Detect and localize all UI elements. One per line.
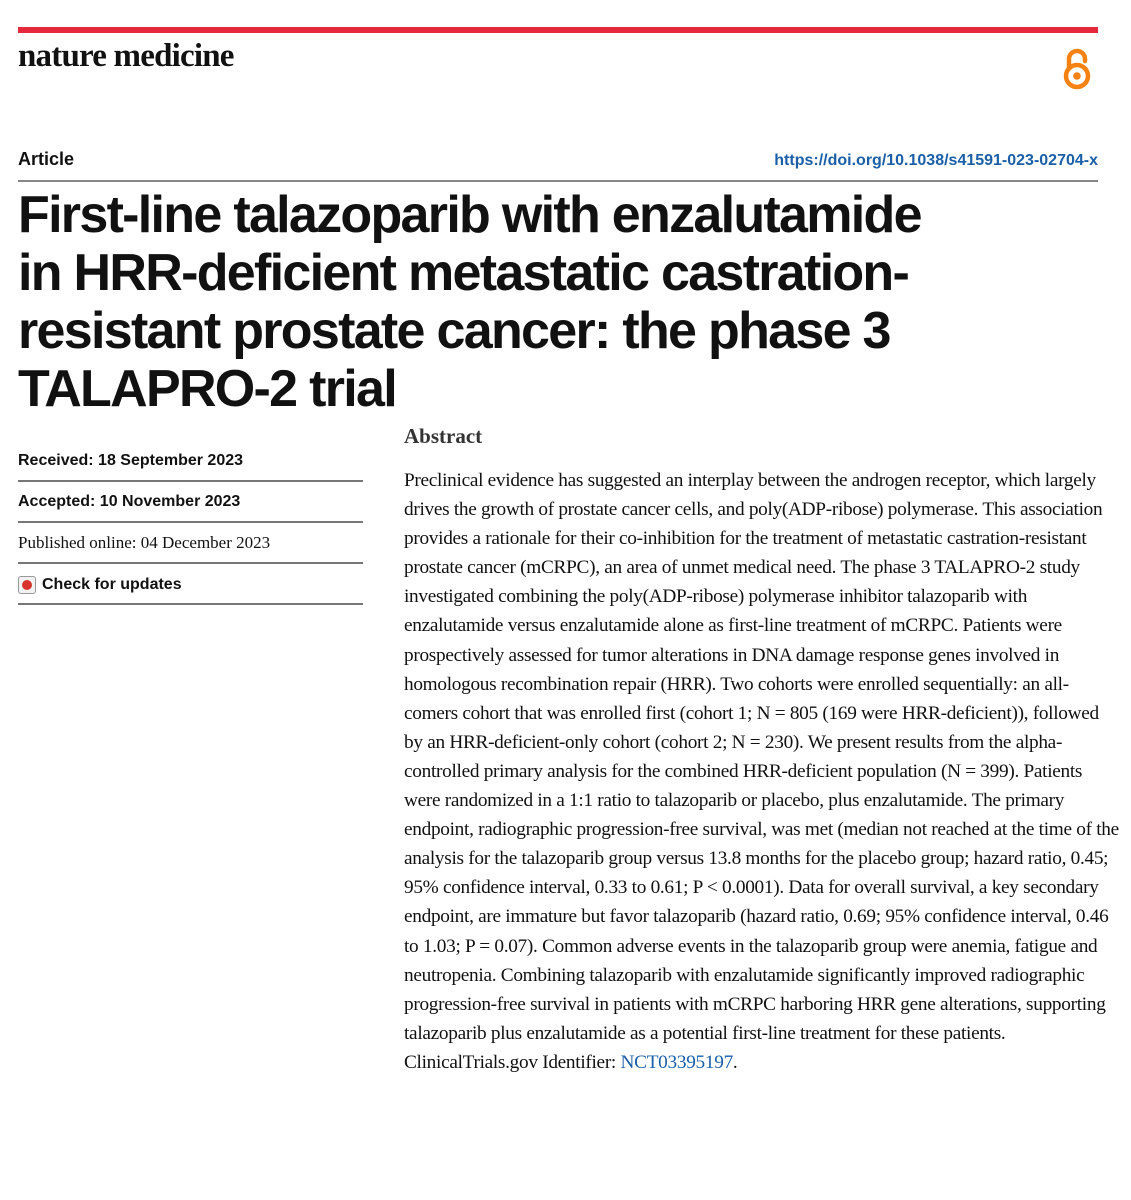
abstract-text: Preclinical evidence has suggested an interplay between the androgen receptor, which largely drives the growth of prostate cancer cells, and poly(ADP-ribose) polymerase. This association provides a rationale for their co-inhibition for the treatment of metastatic castration-resistant prostate cancer (mCRPC), an area of unmet medical need. The phase 3 TALAPRO-2 study investigated combining the poly(ADP-ribose) polymerase inhibitor talazoparib with enzalutamide versus enzalutamide alone as first-line treatment of mCRPC. Patients were prospectively assessed for tumor alterations in DNA damage response genes involved in homologous recombination repair (HRR). Two cohorts were enrolled sequentially: an all-comers cohort that was enrolled first (cohort 1; N = 805 (169 were HRR-deficient)), followed by an HRR-deficient-only cohort (cohort 2; N = 230). We present results from the alpha-controlled primary analysis for the combined HRR-deficient population (N = 399). Patients were randomized in a 1:1 ratio to talazoparib or placebo, plus enzalutamide. The primary endpoint, radiographic progression-free survival, was met (median not reached at the time of the analysis for the talazoparib group versus 13.8 months for the placebo group; hazard ratio, 0.45; 95% confidence interval, 0.33 to 0.61; P < 0.0001). Data for overall survival, a key secondary endpoint, are immature but favor talazoparib (hazard ratio, 0.69; 95% confidence interval, 0.46 to 1.03; P = 0.07). Common adverse events in the talazoparib group were anemia, fatigue and neutropenia. Combining talazoparib with enzalutamide significantly improved radiographic progression-free survival in patients with mCRPC harboring HRR gene alterations, supporting talazoparib plus enzalutamide as a potential first-line treatment for these patients. ClinicalTrials.gov Identifier: <box>404 470 1119 1073</box>
clinical-trial-link[interactable]: NCT03395197 <box>620 1051 733 1073</box>
check-for-updates-label: Check for updates <box>42 576 182 593</box>
article-type: Article <box>18 149 75 169</box>
abstract-end: . <box>732 1051 738 1073</box>
doi-link[interactable]: https://doi.org/10.1038/s41591-023-02704-x <box>774 152 1098 169</box>
article-title <box>18 186 1108 418</box>
title-line: resistant prostate cancer: the phase 3 <box>18 302 890 360</box>
header-divider <box>18 180 1098 182</box>
title-line: First-line talazoparib with enzalutamide <box>18 186 921 244</box>
abstract-heading: Abstract <box>404 424 483 448</box>
title-line: TALAPRO-2 trial <box>18 360 397 418</box>
check-for-updates-icon <box>18 576 36 594</box>
abstract-body <box>404 466 1119 1077</box>
open-access-icon[interactable] <box>1059 45 1095 91</box>
accepted-date: Accepted: 10 November 2023 <box>18 485 363 523</box>
journal-accent-bar <box>18 27 1098 33</box>
article-history <box>18 444 363 608</box>
received-date: Received: 18 September 2023 <box>18 444 363 482</box>
title-line: in HRR-deficient metastatic castration- <box>18 244 909 302</box>
journal-name: nature medicine <box>18 38 234 74</box>
published-date: Published online: 04 December 2023 <box>18 526 363 564</box>
check-for-updates-button[interactable] <box>18 567 363 605</box>
